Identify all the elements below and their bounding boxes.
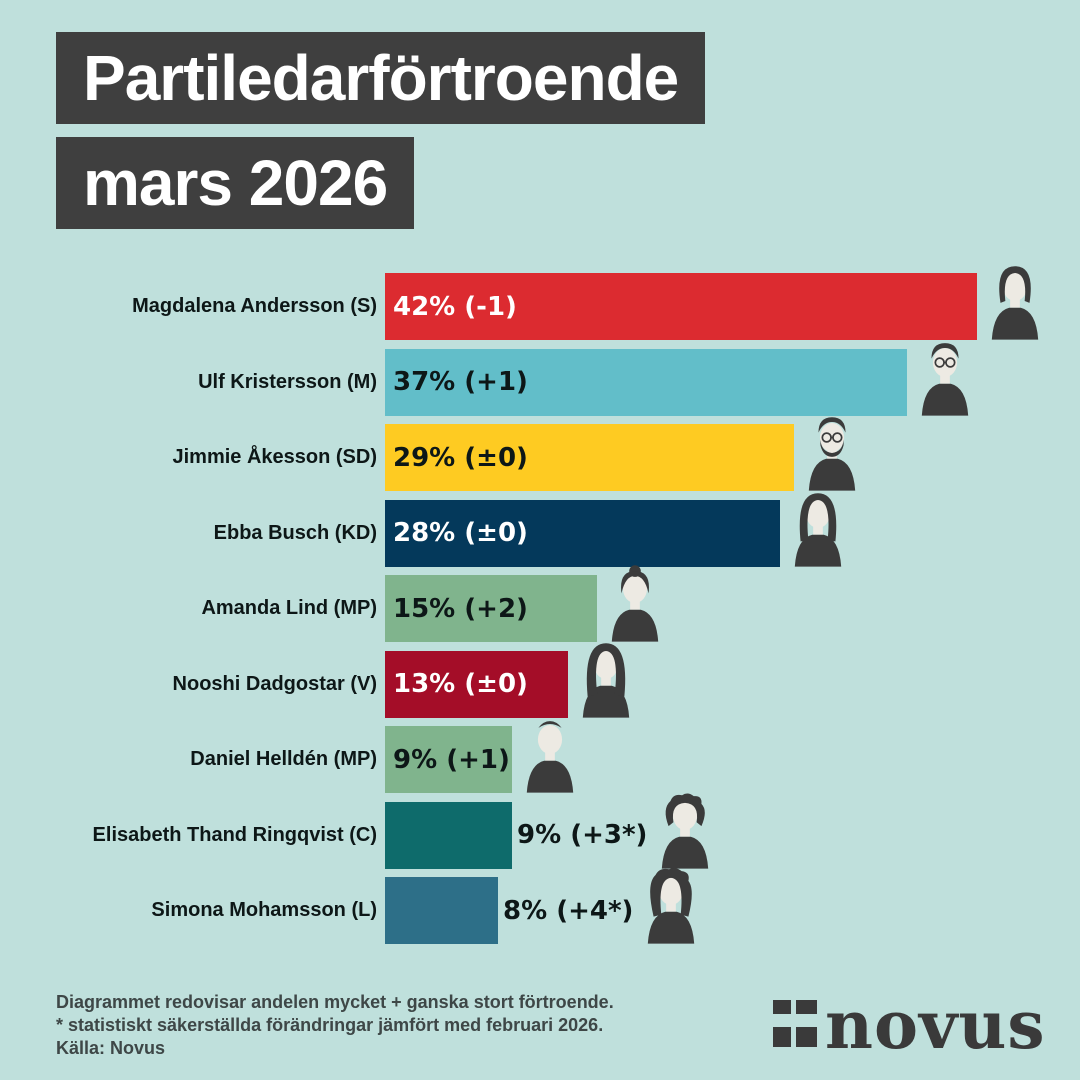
bar-value: 28% (±0) — [393, 518, 528, 548]
bar-chart — [0, 273, 1080, 944]
footnote — [56, 991, 614, 1060]
portrait-woman-bun-icon — [606, 564, 664, 642]
novus-logo-text: novus — [825, 986, 1046, 1064]
chart-row — [0, 349, 1080, 416]
footnote-line-2: * statistiskt säkerställda förändringar jämfört med februari 2026. — [56, 1015, 604, 1035]
bar-s — [385, 273, 977, 340]
bar-label: Simona Mohamsson (L) — [151, 899, 377, 921]
chart-row — [0, 726, 1080, 793]
bar-value: 9% (+3*) — [517, 820, 648, 850]
portrait-woman-curly-long-icon — [642, 866, 700, 944]
logo-square — [796, 1000, 817, 1014]
portrait-woman-long-icon — [789, 489, 847, 567]
bar-value: 13% (±0) — [393, 669, 528, 699]
footnote-line-3: Källa: Novus — [56, 1038, 166, 1058]
portrait-woman-curly-icon — [656, 791, 714, 869]
chart-row — [0, 877, 1080, 944]
bar-label: Daniel Helldén (MP) — [190, 748, 377, 770]
bar-label: Nooshi Dadgostar (V) — [172, 672, 377, 695]
logo-square — [773, 1000, 791, 1014]
chart-row — [0, 802, 1080, 869]
portrait-woman-bob-icon — [986, 262, 1044, 340]
bar-v — [385, 651, 568, 718]
chart-row — [0, 500, 1080, 567]
bar-m — [385, 349, 907, 416]
bar-sd — [385, 424, 794, 491]
bar-value: 29% (±0) — [393, 442, 528, 473]
page-title: Partiledarförtroende — [56, 32, 705, 124]
portrait-man-bald-icon — [521, 715, 579, 793]
bar-label: Ebba Busch (KD) — [213, 521, 377, 544]
bar-label: Magdalena Andersson (S) — [132, 295, 377, 317]
chart-row — [0, 575, 1080, 642]
portrait-man-glasses-icon — [916, 338, 974, 416]
novus-logo — [773, 986, 1046, 1064]
portrait-woman-long-dark-icon — [577, 640, 635, 718]
bar-label: Jimmie Åkesson (SD) — [172, 446, 377, 468]
bar-label: Ulf Kristersson (M) — [198, 370, 377, 393]
chart-row — [0, 424, 1080, 491]
logo-square — [773, 1027, 791, 1047]
bar-mp — [385, 575, 597, 642]
bar-l — [385, 877, 498, 944]
chart-row — [0, 273, 1080, 340]
bar-label: Elisabeth Thand Ringqvist (C) — [92, 823, 377, 846]
bar-value: 8% (+4*) — [503, 895, 634, 926]
portrait-man-beard-glasses-icon — [803, 413, 861, 491]
bar-kd — [385, 500, 780, 567]
bar-c — [385, 802, 512, 869]
bar-value: 42% (-1) — [393, 291, 517, 322]
novus-logo-mark-icon — [773, 1000, 817, 1053]
logo-square — [796, 1027, 817, 1047]
bar-value: 9% (+1) — [393, 744, 510, 775]
page-subtitle: mars 2026 — [56, 137, 414, 229]
chart-row — [0, 651, 1080, 718]
bar-value: 15% (+2) — [393, 593, 528, 624]
footnote-line-1: Diagrammet redovisar andelen mycket + ganska stort förtroende. — [56, 992, 614, 1012]
bar-mp — [385, 726, 512, 793]
bar-label: Amanda Lind (MP) — [201, 597, 377, 619]
bar-value: 37% (+1) — [393, 367, 528, 397]
